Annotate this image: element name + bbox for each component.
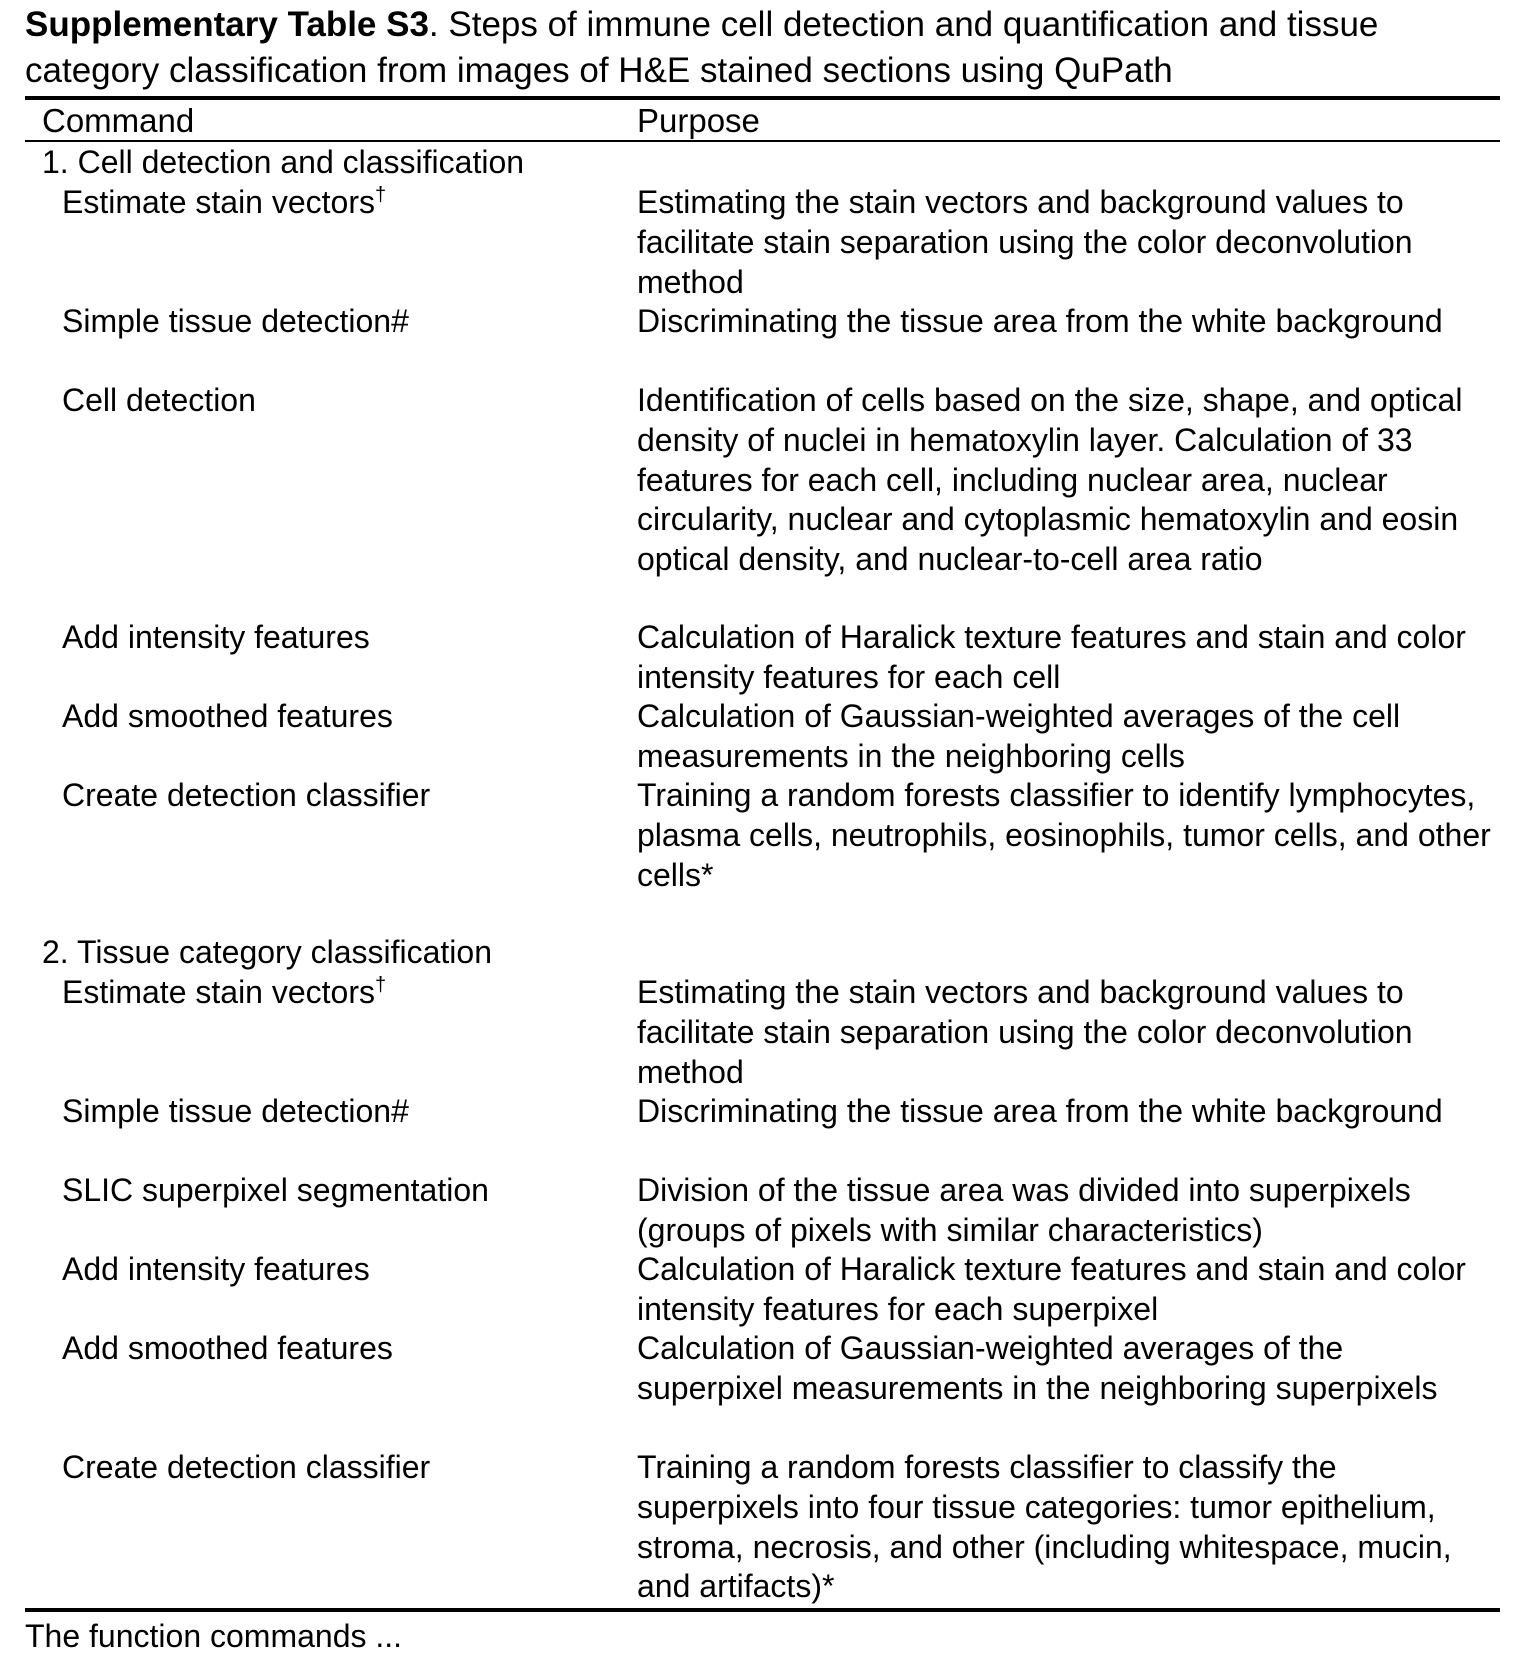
command-cell: Create detection classifier: [62, 777, 431, 813]
header-command: Command: [42, 102, 195, 139]
command-cell: Create detection classifier: [62, 1449, 431, 1485]
purpose-cell: Calculation of Haralick texture features and stain and color intensity features for each superpixel: [637, 1251, 1466, 1327]
purpose-cell: Estimating the stain vectors and background values to facilitate stain separation using the color deconvolution method: [637, 974, 1413, 1090]
header-purpose: Purpose: [637, 102, 760, 139]
caption-label: Supplementary Table S3: [25, 5, 429, 44]
dagger-mark: †: [375, 974, 387, 996]
section-title: 2. Tissue category classification: [42, 934, 492, 970]
command-cell: Estimate stain vectors†: [62, 184, 387, 220]
table-caption: [25, 2, 1505, 94]
caption-text: . Steps of immune cell detection and quantification and tissue category classification from images of H&E stained sections using QuPath: [25, 5, 1379, 90]
command-cell: Add smoothed features: [62, 698, 393, 734]
command-cell: Add intensity features: [62, 619, 370, 655]
command-cell: Add intensity features: [62, 1251, 370, 1287]
purpose-cell: Division of the tissue area was divided into superpixels (groups of pixels with similar characteristics): [637, 1172, 1411, 1248]
top-rule: [25, 96, 1500, 100]
purpose-cell: Calculation of Gaussian-weighted averages of the superpixel measurements in the neighboring superpixels: [637, 1330, 1438, 1406]
header-rule: [25, 140, 1500, 142]
command-cell: Add smoothed features: [62, 1330, 393, 1366]
command-cell: Simple tissue detection#: [62, 1093, 409, 1129]
purpose-cell: Training a random forests classifier to classify the superpixels into four tissue categories: tumor epithelium, stroma, necrosis, and other (including whitespace, mucin, and artifacts)*: [637, 1449, 1452, 1605]
purpose-cell: Identification of cells based on the size, shape, and optical density of nuclei in hematoxylin layer. Calculation of 33 features for each cell, including nuclear area, nuclear circularity, nuclear and cytoplasmic hematoxylin and eosin optical density, and nuclear-to-cell area ratio: [637, 382, 1463, 578]
dagger-mark: †: [375, 184, 387, 206]
purpose-cell: Calculation of Gaussian-weighted averages of the cell measurements in the neighboring cells: [637, 698, 1401, 774]
command-cell: Estimate stain vectors†: [62, 974, 387, 1010]
purpose-cell: Discriminating the tissue area from the white background: [637, 1093, 1443, 1129]
command-cell: Cell detection: [62, 382, 256, 418]
footnote-clipped: The function commands ...: [25, 1618, 403, 1654]
section-title: 1. Cell detection and classification: [42, 144, 525, 180]
bottom-rule: [25, 1608, 1500, 1612]
purpose-cell: Discriminating the tissue area from the white background: [637, 303, 1443, 339]
command-cell: Simple tissue detection#: [62, 303, 409, 339]
purpose-cell: Calculation of Haralick texture features and stain and color intensity features for each cell: [637, 619, 1466, 695]
command-cell: SLIC superpixel segmentation: [62, 1172, 489, 1208]
purpose-cell: Training a random forests classifier to identify lymphocytes, plasma cells, neutrophils, eosinophils, tumor cells, and other cells*: [637, 777, 1491, 893]
purpose-cell: Estimating the stain vectors and background values to facilitate stain separation using the color deconvolution method: [637, 184, 1413, 300]
